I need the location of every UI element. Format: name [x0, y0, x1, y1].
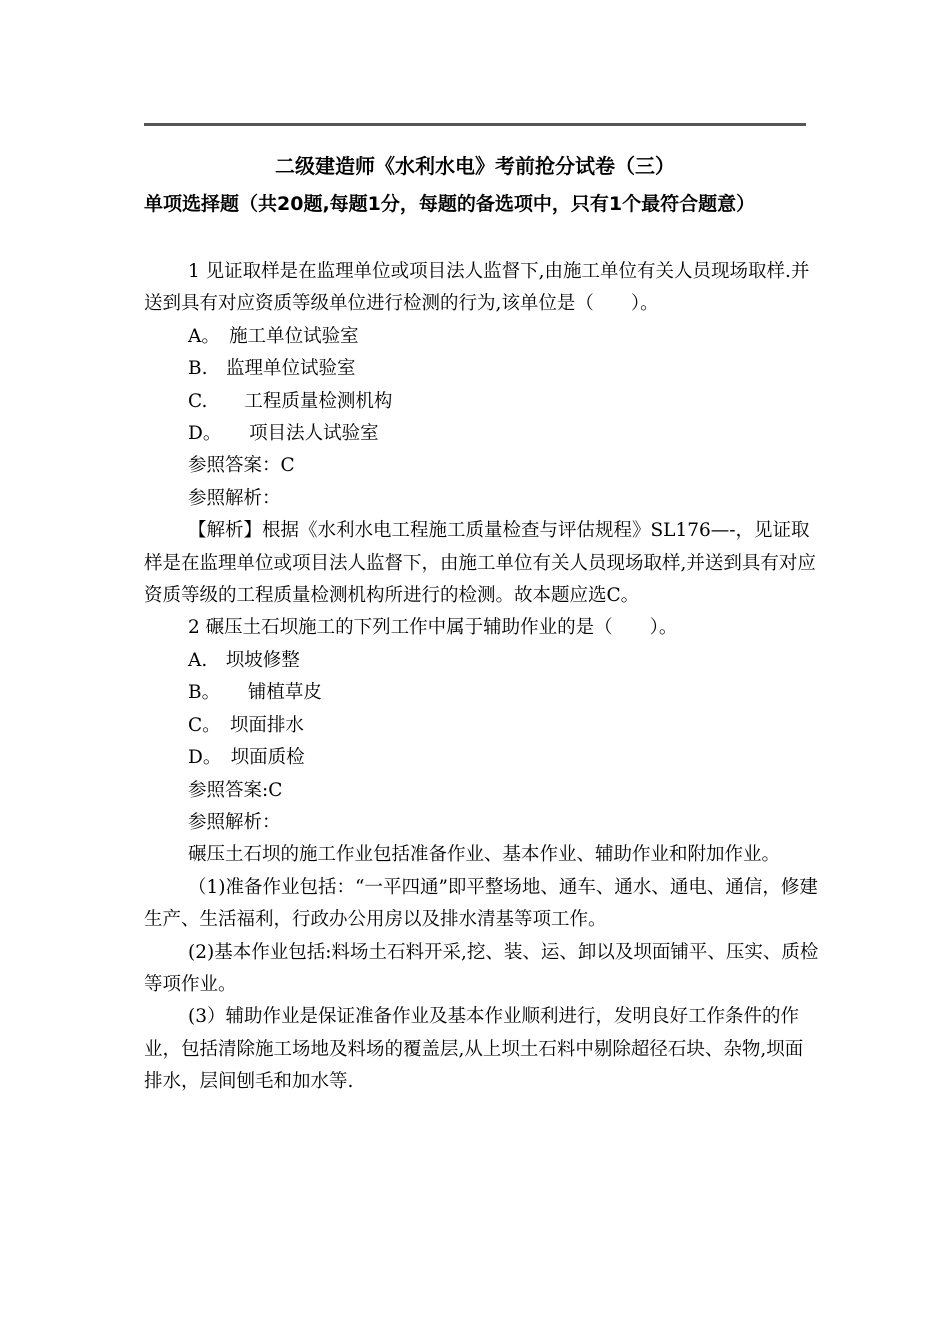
question-1-analysis-label: 参照解析：	[188, 487, 281, 509]
question-2-answer: 参照答案:C	[188, 779, 283, 801]
question-2-analysis-item-1: （1)准备作业包括：“一平四通”即平整场地、通车、通水、通电、通信，修建生产、生活福利，行政办公用房以及排水清基等项工作。	[144, 876, 818, 931]
question-1-option-a: A。 施工单位试验室	[188, 325, 359, 347]
question-2-stem: 2 碾压土石坝施工的下列工作中属于辅助作业的是（ ）。	[188, 617, 678, 639]
question-2-option-a: A. 坝坡修整	[188, 649, 300, 671]
question-1-option-d: D。 项目法人试验室	[188, 423, 379, 445]
question-1-answer: 参照答案：C	[188, 455, 295, 477]
question-2-analysis-label: 参照解析：	[188, 811, 281, 833]
question-2-analysis-intro: 碾压土石坝的施工作业包括准备作业、基本作业、辅助作业和附加作业。	[188, 844, 781, 866]
question-1-option-b: B. 监理单位试验室	[188, 358, 356, 380]
question-1-analysis: 【解析】根据《水利水电工程施工质量检查与评估规程》SL176—-，见证取样是在监理单位或项目法人监督下，由施工单位有关人员现场取样,并送到具有对应资质等级的工程质量检测机构所进行的检测。故本题应选C。	[144, 520, 816, 607]
question-1-option-c: C. 工程质量检测机构	[188, 390, 393, 412]
document-title: 二级建造师《水利水电》考前抢分试卷（三）	[275, 154, 675, 178]
document-body	[144, 256, 820, 1099]
question-2-option-c: C。 坝面排水	[188, 714, 304, 736]
section-heading: 单项选择题（共20题,每题1分，每题的备选项中，只有1个最符合题意）	[144, 193, 756, 215]
question-2-option-d: D。 坝面质检	[188, 747, 305, 769]
question-1-stem: 1 见证取样是在监理单位或项目法人监督下,由施工单位有关人员现场取样.并送到具有对应资质等级单位进行检测的行为,该单位是（ ）。	[144, 261, 810, 315]
header-rule	[144, 123, 806, 126]
question-2-option-b: B。 铺植草皮	[188, 682, 322, 704]
question-2-analysis-item-3: (3）辅助作业是保证准备作业及基本作业顺利进行，发明良好工作条件的作业，包括清除施工场地及料场的覆盖层,从上坝土石料中剔除超径石块、杂物,坝面排水，层间刨毛和加水等.	[144, 1006, 804, 1093]
question-2-analysis-item-2: (2)基本作业包括:料场土石料开采,挖、装、运、卸以及坝面铺平、压实、质检等项作业。	[144, 941, 819, 995]
